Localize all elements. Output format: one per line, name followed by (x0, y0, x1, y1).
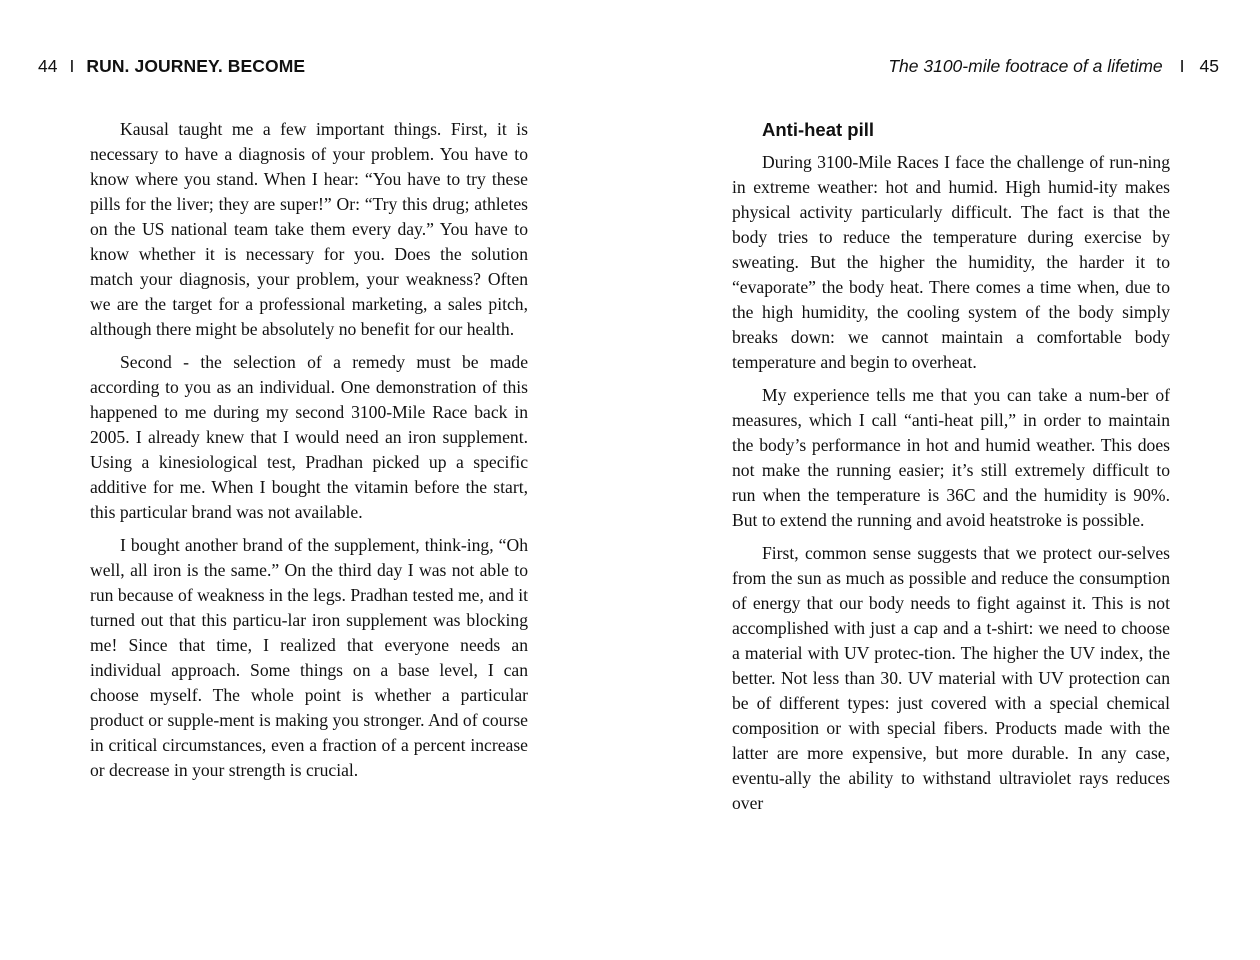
paragraph: I bought another brand of the supplement, think-ing, “Oh well, all iron is the same.” On the third day I was not able to run because of weakness in the legs. Pradhan tested me, and it turned out that this particu-lar iron supplement was blocking me! Since that time, I realized that everyone needs an individual approach. Some things on a base level, I can choose myself. The whole point is whether a particular product or supple-ment is making you stronger. And of course in critical circumstances, even a fraction of a percent increase or decrease in your strength is crucial. (90, 535, 528, 780)
paragraph: During 3100-Mile Races I face the challenge of run-ning in extreme weather: hot and humid. High humid-ity makes physical activity particularly difficult. The fact is that the body tries to reduce the temperature during exercise by sweating. But the higher the humidity, the harder it to “evaporate” the body heat. There comes a time when, due to the high humidity, the cooling system of the body simply breaks down: we cannot maintain a comfortable body temperature and begin to overheat. (732, 152, 1170, 372)
paragraph: My experience tells me that you can take a num-ber of measures, which I call “anti-heat pill,” in order to maintain the body’s performance in hot and humid weather. This does not make the running easier; it’s still extremely difficult to run when the temperature is 36C and the humidity is 90%. But to extend the running and avoid heatstroke is possible. (732, 385, 1170, 530)
book-title: RUN. JOURNEY. BECOME (86, 56, 306, 76)
left-running-header (38, 55, 305, 77)
section-heading: Anti-heat pill (762, 119, 875, 140)
paragraph: Second - the selection of a remedy must be made according to you as an individual. One demonstration of this happened to me during my second 3100-Mile Race back in 2005. I already knew that I would need an iron supplement. Using a kinesiological test, Pradhan picked up a specific additive for me. When I bought the vitamin before the start, this particular brand was not available. (90, 352, 528, 522)
paragraph: Kausal taught me a few important things. First, it is necessary to have a diagnosis of your problem. You have to know where you stand. When I hear: “You have to try these pills for the liver; they are super!” Or: “Try this drug; athletes on the US national team take them every day.” You have to know whether it is necessary for you. Does the solution match your diagnosis, your problem, your weakness? Often we are the target for a professional marketing, a sales pitch, although there might be absolutely no benefit for our health. (90, 119, 528, 339)
right-page-number: 45 (1199, 56, 1219, 76)
right-body-text (732, 117, 1170, 824)
chapter-title: The 3100-mile footrace of a lifetime (888, 56, 1163, 76)
right-running-header (888, 55, 1219, 77)
header-separator: I (1179, 56, 1185, 76)
paragraph: First, common sense suggests that we protect our-selves from the sun as much as possible and reduce the consumption of energy that our body needs to fight against it. This is not accomplished with just a cap and a t-shirt: we need to choose a material with UV protec-tion. The higher the UV index, the better. Not less than 30. UV material with UV protection can be of different types: just covered with a special chemical composition or with special fibers. Products made with the latter are more expensive, but more durable. In any case, eventu-ally the ability to withstand ultraviolet rays reduces over (732, 543, 1170, 813)
left-body-text (90, 117, 528, 791)
header-separator: I (69, 56, 75, 76)
right-page (630, 0, 1260, 960)
left-page-number: 44 (38, 56, 58, 76)
